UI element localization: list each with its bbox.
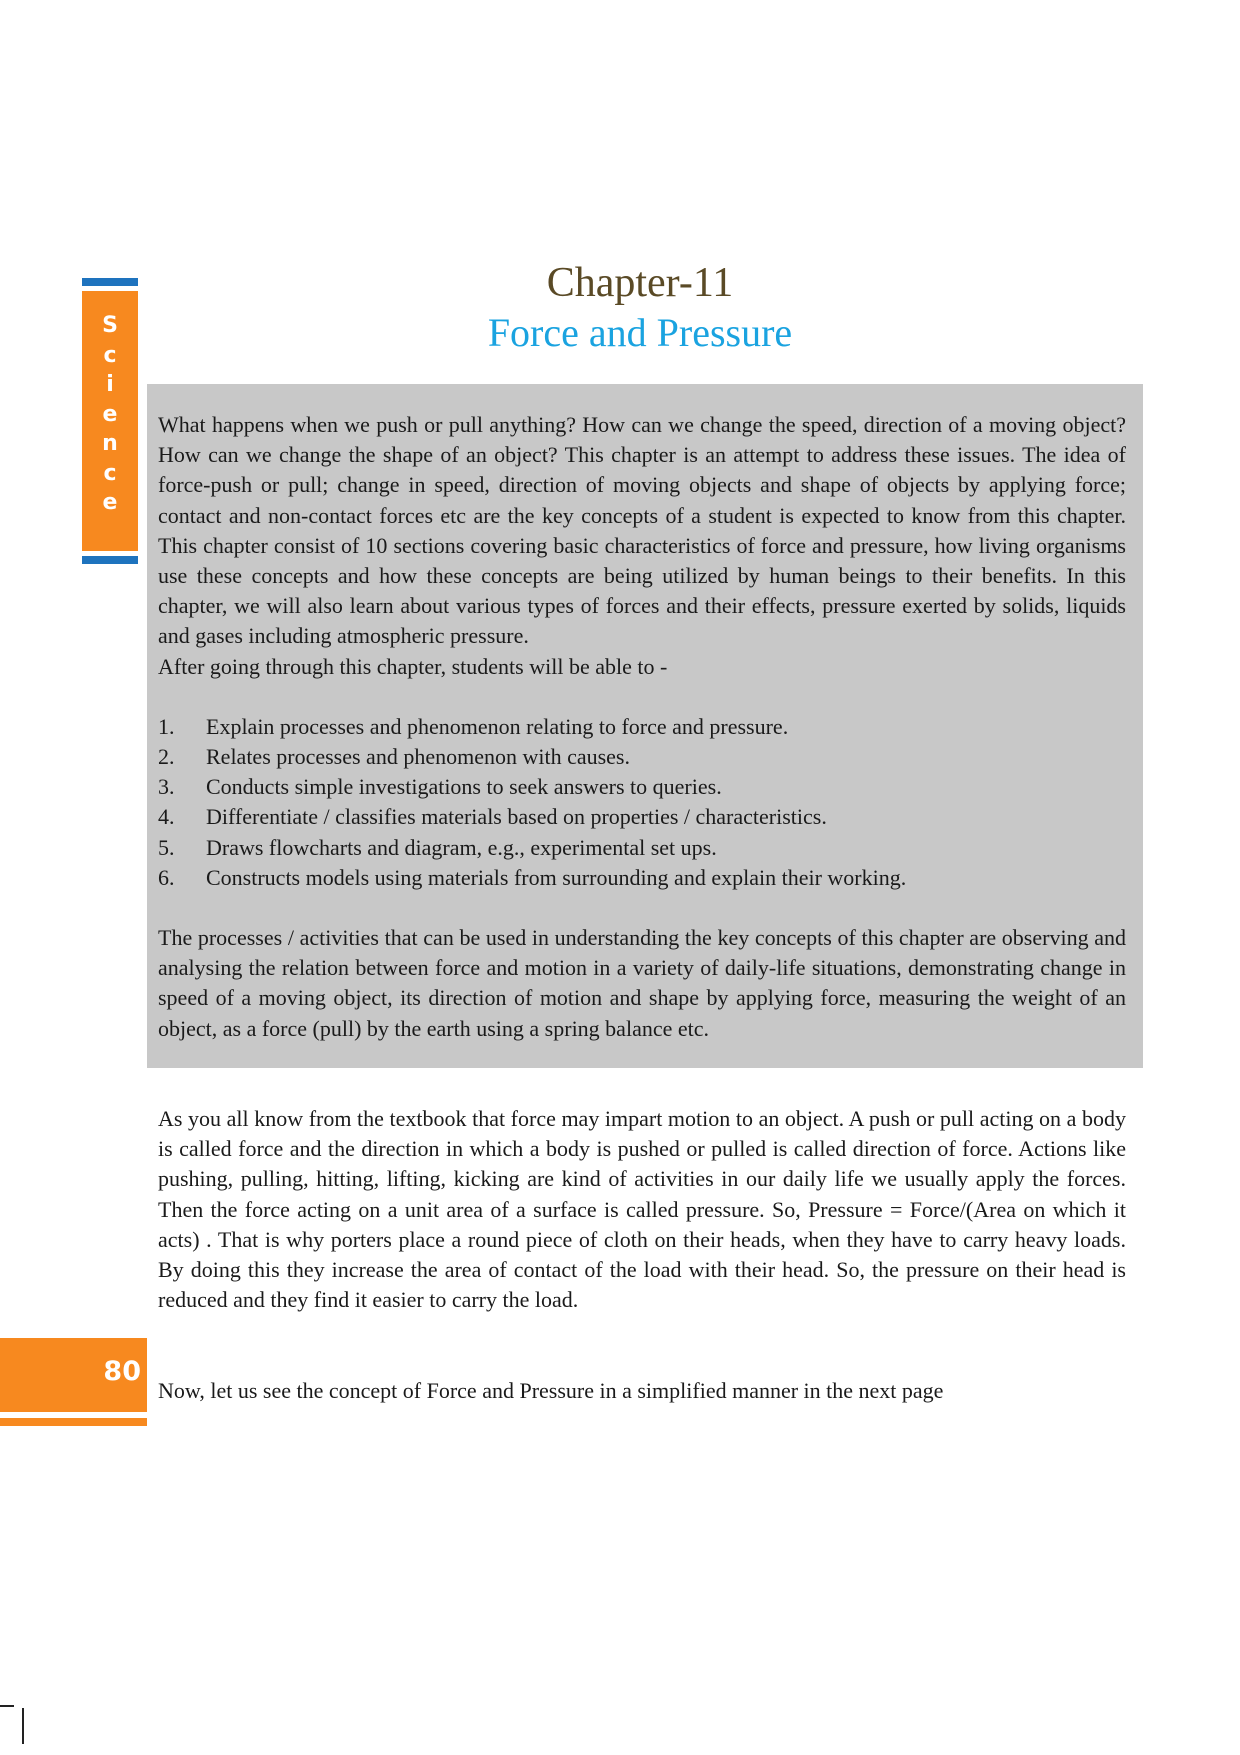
crop-mark: [0, 1705, 14, 1707]
objective-text: Differentiate / classifies materials based on properties / characteristics.: [206, 804, 827, 830]
objective-item: [158, 772, 1126, 802]
body-content: [158, 1104, 1126, 1315]
objective-text: Explain processes and phenomenon relating to force and pressure.: [206, 713, 789, 739]
side-tab-letter: S: [102, 313, 118, 338]
side-tab-letter: i: [106, 372, 114, 397]
side-tab-bottom-stripe: [82, 556, 138, 564]
body-paragraph: As you all know from the textbook that force may impart motion to an object. A push or pull acting on a body is called force and the direction in which a body is pushed or pulled is called direction of force. Actions like pushing, pulling, hitting, lifting, kicking are kind of activities in our daily life we usually apply the forces. Then the force acting on a unit area of a surface is called pressure. So, Pressure = Force/(Area on which it acts) . That is why porters place a round piece of cloth on their heads, when they have to carry heavy loads. By doing this they increase the area of contact of the load with their head. So, the pressure on their head is reduced and they find it easier to carry the load.: [158, 1106, 1126, 1313]
side-tab-letter: e: [102, 490, 118, 515]
objective-text: Draws flowcharts and diagram, e.g., experimental set ups.: [206, 834, 717, 860]
side-tab-letter: c: [103, 342, 117, 368]
objective-item: [158, 742, 1126, 772]
side-tab-top-stripe: [82, 278, 138, 286]
side-tab-letter: e: [102, 401, 118, 427]
objective-text: Conducts simple investigations to seek answers to queries.: [206, 774, 722, 800]
closing-line: Now, let us see the concept of Force and Pressure in a simplified manner in the next page: [158, 1378, 944, 1403]
objective-text: Constructs models using materials from surrounding and explain their working.: [206, 864, 907, 890]
page-number: 80: [103, 1356, 141, 1387]
page-number-stripe: [0, 1418, 147, 1426]
chapter-title: Force and Pressure: [487, 310, 793, 355]
objective-item: [158, 712, 1126, 742]
objective-number: 4.: [158, 804, 175, 830]
objective-number: 5.: [158, 834, 175, 860]
side-tab-letter: n: [102, 431, 118, 456]
objective-item: [158, 863, 1126, 893]
processes-paragraph: The processes / activities that can be used in understanding the key concepts of this chapter are observing and analysing the relation between force and motion in a variety of daily-life situations, demonstrating change in speed of a moving object, its direction of motion and shape by applying force, measuring the weight of an object, as a force (pull) by the earth using a spring balance etc.: [158, 925, 1126, 1041]
crop-mark: [22, 1708, 24, 1744]
objective-number: 2.: [158, 744, 175, 770]
intro-paragraph: What happens when we push or pull anything? How can we change the speed, direction of a moving object? How can we change the shape of an object? This chapter is an attempt to address these issues. The idea of force-push or pull; change in speed, direction of moving objects and shape of objects by applying force; contact and non-contact forces etc are the key concepts of a student is expected to know from this chapter. This chapter consist of 10 sections covering basic characteristics of force and pressure, how living organisms use these concepts and how these concepts are being utilized by human beings to their benefits. In this chapter, we will also learn about various types of forces and their effects, pressure exerted by solids, liquids and gases including atmospheric pressure.: [158, 412, 1126, 649]
objective-item: [158, 802, 1126, 832]
objective-number: 3.: [158, 774, 175, 800]
objectives-list: [158, 712, 1126, 893]
objective-item: [158, 833, 1126, 863]
page-number-block: [0, 1338, 147, 1412]
chapter-number: Chapter-11: [546, 260, 734, 306]
objective-text: Relates processes and phenomenon with causes.: [206, 744, 630, 770]
intro-lead-in: After going through this chapter, students will be able to -: [158, 653, 668, 679]
objective-number: 6.: [158, 864, 175, 890]
objective-number: 1.: [158, 713, 175, 739]
intro-content: [158, 410, 1126, 1044]
subject-side-tab: [82, 291, 138, 551]
side-tab-letter: c: [103, 460, 117, 486]
